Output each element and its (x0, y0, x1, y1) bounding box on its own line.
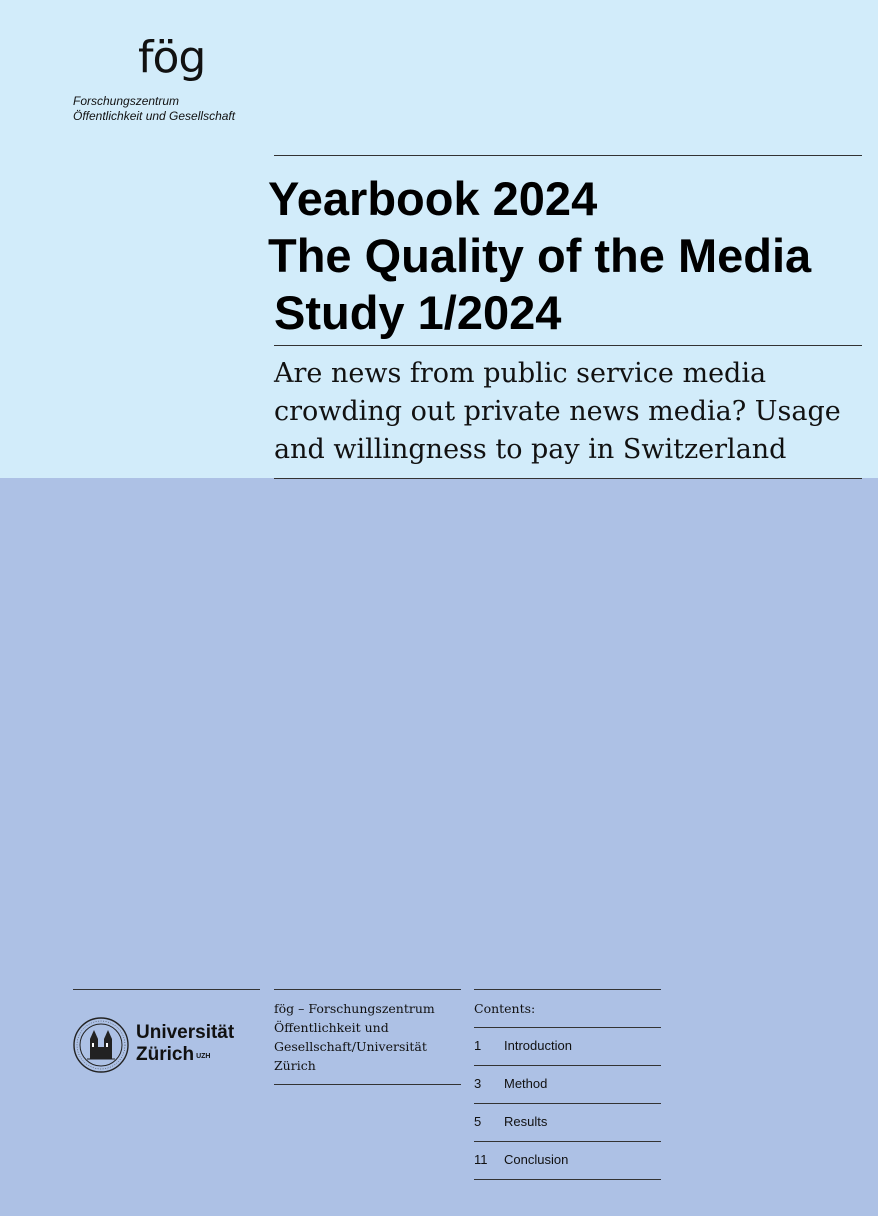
toc-label: Results (504, 1114, 548, 1129)
title-line-2: The Quality of the Media (268, 229, 812, 282)
toc-item[interactable] (474, 1074, 661, 1094)
uzh-line-1: Universität (136, 1022, 235, 1043)
toc-item[interactable] (474, 1112, 661, 1132)
toc-label: Conclusion (504, 1152, 569, 1167)
uzh-zurich: Zürich (136, 1044, 195, 1065)
affiliation-line-2: Öffentlichkeit und (274, 1020, 389, 1035)
uzh-seal-icon (73, 1017, 129, 1073)
contents-rule-3 (474, 1103, 661, 1104)
contents-rule-2 (474, 1065, 661, 1066)
affiliation-top-rule (274, 989, 461, 990)
logo-line-2: Öffentlichkeit und Gesellschaft (73, 109, 236, 123)
title-line-3: Study 1/2024 (274, 286, 562, 339)
toc-label: Method (504, 1076, 548, 1091)
subtitle-line-1: Are news from public service media (274, 358, 767, 389)
contents-rule-4 (474, 1141, 661, 1142)
toc-label: Introduction (504, 1038, 572, 1053)
affiliation-line-1: fög – Forschungszentrum (274, 1001, 435, 1016)
contents-rule-5 (474, 1179, 661, 1180)
affiliation-bottom-rule (274, 1084, 461, 1085)
subtitle-line-3: and willingness to pay in Switzerland (274, 434, 787, 465)
title-line-1: Yearbook 2024 (268, 172, 598, 225)
affiliation (274, 999, 464, 1075)
toc-page: 5 (474, 1114, 482, 1129)
uzh-line-2 (136, 1044, 234, 1066)
toc-page: 11 (474, 1152, 488, 1167)
title-bottom-rule (274, 345, 862, 346)
affiliation-line-4: Zürich (274, 1058, 316, 1073)
uzh-top-rule (73, 989, 260, 990)
logo-subtitle (73, 94, 235, 124)
fog-logo: fög (138, 32, 206, 83)
toc-item[interactable] (474, 1150, 661, 1170)
toc-item[interactable] (474, 1036, 661, 1056)
toc-page: 3 (474, 1076, 482, 1091)
logo-line-1: Forschungszentrum (73, 94, 180, 108)
uzh-abbr: UZH (196, 1053, 211, 1060)
page-title (268, 170, 811, 341)
subtitle-line-2: crowding out private news media? Usage (274, 396, 841, 427)
subtitle (274, 355, 864, 469)
uzh-wordmark (136, 1022, 234, 1066)
title-top-rule (274, 155, 862, 156)
contents-top-rule (474, 989, 661, 990)
contents-heading: Contents: (474, 1001, 536, 1016)
body-band (0, 478, 878, 1216)
affiliation-line-3: Gesellschaft/Universität (274, 1039, 427, 1054)
contents-rule-1 (474, 1027, 661, 1028)
subtitle-bottom-rule (274, 478, 862, 479)
toc-page: 1 (474, 1038, 482, 1053)
